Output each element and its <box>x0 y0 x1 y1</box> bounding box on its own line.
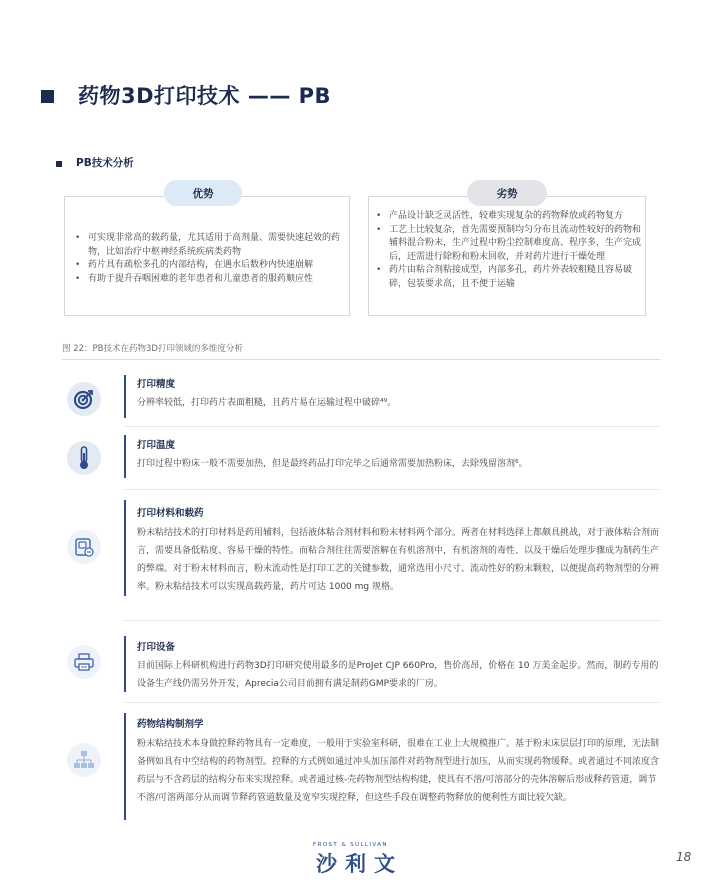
structure-icon <box>67 743 101 777</box>
material-icon <box>67 530 101 564</box>
cons-list <box>371 210 643 291</box>
item-accent-bar <box>124 713 126 820</box>
item-accent-bar <box>124 435 126 478</box>
pros-item: • 有助于提升吞咽困难的老年患者和儿童患者的服药顺应性 <box>70 273 342 287</box>
page-number: 18 <box>676 850 692 864</box>
pros-item: • 可实现非常高的载药量，尤其适用于高剂量、需要快速起效的药物，比如治疗中枢神经系统疾病类药物 <box>70 232 342 259</box>
section-marker <box>56 161 62 167</box>
item-body: 粉末粘结技术的打印材料是药用辅料，包括液体粘合剂材料和粉末材料两个部分。两者在材料选择上都颇具挑战，对于液体粘合剂而言，需要具备低粘度、容易干燥的特性。而粘合剂往往需要溶解在有机溶剂中，有机溶剂的毒性、以及干燥后处理步骤成为制药生产的弊端。对于粉末材料而言，粉末流动性是打印工艺的关键参数，通常选用小尺寸、流动性好的粉末颗粒，以便提高药物剂型的分辨率。粉末粘结技术可以实现高载药量，药片可达 1000 mg 规格。 <box>137 528 660 592</box>
item-title: 打印材料和载药 <box>137 508 204 519</box>
brand-logo: 沙利文 <box>316 852 403 876</box>
pros-label: 优势 <box>164 180 242 206</box>
page-title: 药物3D打印技术 —— PB <box>78 84 332 108</box>
brand-caption: FROST & SULLIVAN <box>313 842 388 848</box>
pros-item: • 药片具有疏松多孔的内部结构，在遇水后数秒内快速崩解 <box>70 259 342 273</box>
row-divider <box>124 489 660 490</box>
item-title: 打印精度 <box>137 379 176 390</box>
cons-item: • 工艺上比较复杂，首先需要预制均匀分布且流动性较好的药物和辅料混合粉末，生产过程中粉尘控制难度高、程序多，生产完成后，还需进行除粉和粉末回收，并对药片进行干燥处理 <box>371 224 643 265</box>
figure-divider <box>62 359 660 360</box>
title-marker <box>41 90 54 103</box>
row-divider <box>124 620 660 621</box>
item-accent-bar <box>124 500 126 596</box>
row-divider <box>124 426 660 427</box>
figure-caption: 图 22：PB技术在药物3D打印领域的多维度分析 <box>62 344 243 354</box>
section-title: PB技术分析 <box>76 157 134 169</box>
row-divider <box>124 702 660 703</box>
target-icon <box>67 382 101 416</box>
cons-item: • 产品设计缺乏灵活性，较难实现复杂的药物释放或药物复方 <box>371 210 643 224</box>
printer-icon <box>67 645 101 679</box>
cons-item: • 药片由粘合剂粘接成型，内部多孔，药片外表较粗糙且容易破碎，包装要求高，且不便于运输 <box>371 264 643 291</box>
item-body: 粉末粘结技术本身做控释药物具有一定难度，一般用于实验室科研，很难在工业上大规模推广。基于粉末床层层打印的原理，无法制备例如具有中空结构的药物剂型。控释的方式例如通过冲头加压部件对药物剂型进行加压，从而实现药物缓释。或者通过不同浓度含药层与不含药层的结构分布来实现控释。或者通过核-壳药物剂型结构构建，使具有不溶/可溶部分的壳体溶解后形成释药管道，调节不溶/可溶两部分从而调节释药管道数量及宽窄实现控释，但这些手段在调整药物释放的便利性方面比较欠缺。 <box>137 739 660 803</box>
item-body: 打印过程中粉床一般不需要加热，但是最终药品打印完毕之后通常需要加热粉床，去除残留溶剂⁶。 <box>137 459 528 469</box>
item-accent-bar <box>124 375 126 418</box>
item-title: 打印温度 <box>137 440 176 451</box>
item-body: 分辨率较低，打印药片表面粗糙，且药片易在运输过程中破碎⁴⁹。 <box>137 398 397 408</box>
pros-list <box>70 232 342 286</box>
thermometer-icon <box>67 441 101 475</box>
item-title: 打印设备 <box>137 642 176 653</box>
item-accent-bar <box>124 636 126 692</box>
item-title: 药物结构制剂学 <box>137 719 204 730</box>
item-body: 目前国际上科研机构进行药物3D打印研究使用最多的是ProJet CJP 660Pro，售价高昂，价格在 10 万美金起步。然而，制药专用的设备生产线仍需另外开发，Aprecia公司目前拥有满足制药GMP要求的厂房。 <box>137 661 659 689</box>
cons-label: 劣势 <box>467 180 547 206</box>
